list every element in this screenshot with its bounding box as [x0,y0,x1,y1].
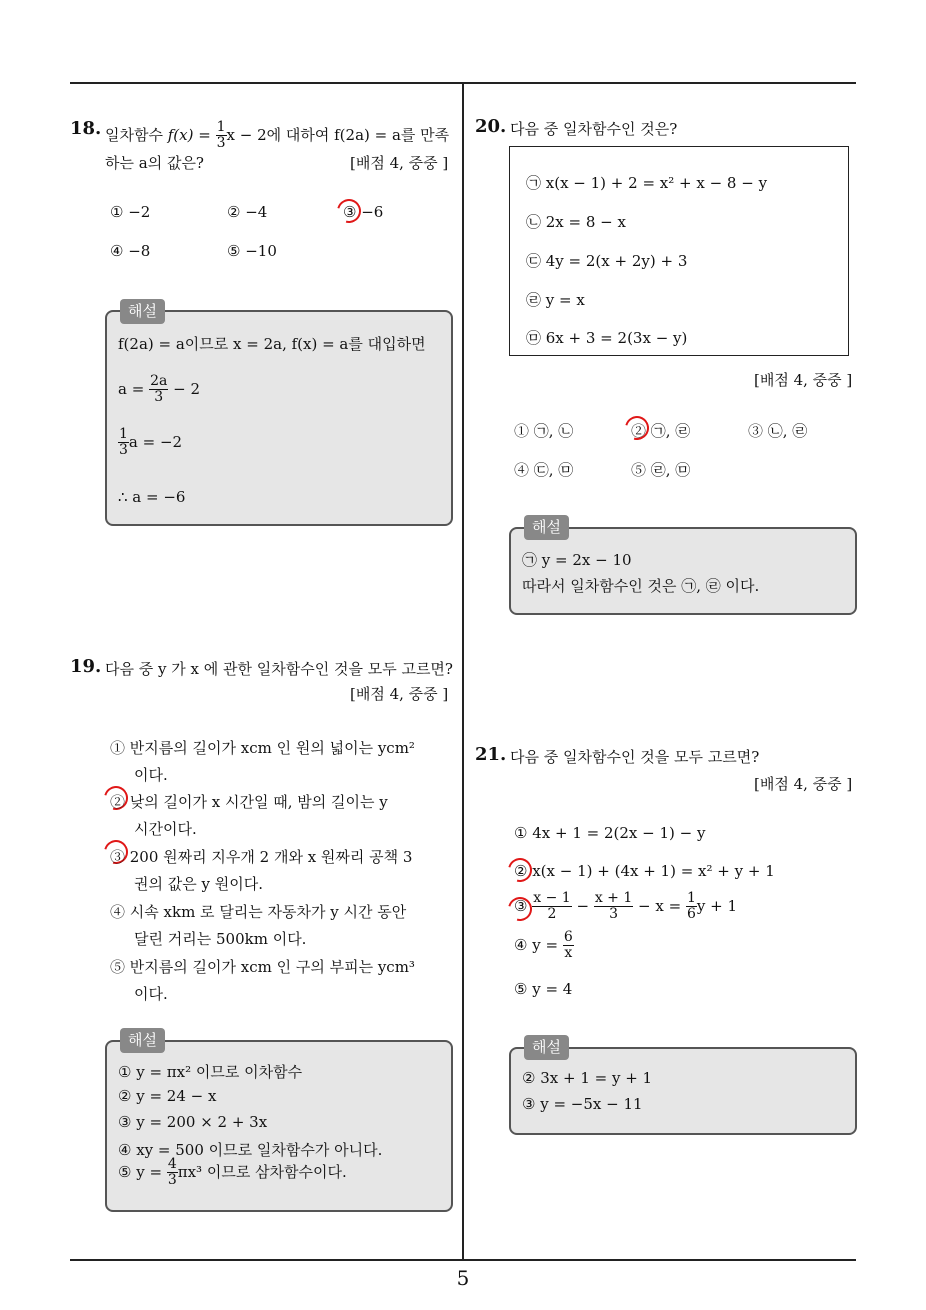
q20-item-1: ㉠ x(x − 1) + 2 = x² + x − 8 − y [526,174,768,192]
q18-option-1[interactable]: ① −2 [110,203,151,221]
q20-number: 20. [475,116,507,137]
q21-option-5[interactable]: ⑤ y = 4 [514,980,573,998]
q21-number: 21. [475,744,507,765]
q20-option-1[interactable]: ① ㉠, ㉡ [514,422,574,440]
q18-sol-line2: a = $\frac{2a}{3}$ − 2 [118,373,200,406]
q19-sol-line4: ④ xy = 500 이므로 일차함수가 아니다. [118,1141,383,1159]
page-number: 5 [456,1266,470,1290]
q20-option-2[interactable]: ② ㉠, ㉣ [631,422,691,440]
q18-option-4[interactable]: ④ −8 [110,242,151,260]
answer-mark-circle [333,195,366,228]
q21-solution-box [509,1047,857,1135]
q18-option-5[interactable]: ⑤ −10 [227,242,277,260]
q19-sol-line1: ① y = πx² 이므로 이차함수 [118,1063,303,1081]
q21-sol-line2: ③ y = −5x − 11 [522,1095,643,1113]
q20-item-2: ㉡ 2x = 8 − x [526,213,626,231]
q18-fraction: $\frac{1}{3}$ [216,119,226,152]
q18-score: [배점 4, 중중 ] [350,154,449,172]
q18-number: 18. [70,118,102,139]
q18-solution-tag: 해설 [120,299,165,324]
q19-sol-line3: ③ y = 200 × 2 + 3x [118,1113,268,1131]
q18-option-2[interactable]: ② −4 [227,203,268,221]
q20-item-5: ㉤ 6x + 3 = 2(3x − y) [526,329,688,347]
q20-option-5[interactable]: ⑤ ㉣, ㉤ [631,461,691,479]
q19-text: 다음 중 y 가 x 에 관한 일차함수인 것을 모두 고르면? [105,660,453,678]
q19-number: 19. [70,656,102,677]
q18-text-line1 [105,120,449,152]
q20-text: 다음 중 일차함수인 것은? [510,120,678,138]
q18-option-3[interactable]: ③ −6 [343,203,384,221]
q20-solution-box [509,527,857,615]
q21-solution-tag: 해설 [524,1035,569,1060]
q18-fx: f(x) = [167,125,211,144]
q19-option-4[interactable]: ④ 시속 xkm 로 달리는 자동차가 y 시간 동안 달린 거리는 500km 이다. [110,903,407,948]
q21-sol-line1: ② 3x + 1 = y + 1 [522,1069,653,1087]
q18-text-line2: 하는 a의 값은? [105,154,204,172]
q21-text: 다음 중 일차함수인 것을 모두 고르면? [510,748,760,766]
q20-solution-tag: 해설 [524,515,569,540]
q20-option-4[interactable]: ④ ㉢, ㉤ [514,461,574,479]
q21-score: [배점 4, 중중 ] [754,775,853,793]
q19-solution-tag: 해설 [120,1028,165,1053]
q18-text-a: 일차함수 [105,125,163,144]
q18-sol-line3: $\frac{1}{3}$ a = −2 [119,426,183,459]
q20-score: [배점 4, 중중 ] [754,371,853,389]
bottom-rule [70,1259,856,1261]
q20-option-3[interactable]: ③ ㉡, ㉣ [748,422,808,440]
q20-sol-line2: 따라서 일차함수인 것은 ㉠, ㉣ 이다. [522,577,760,595]
q18-sol-line4: ∴ a = −6 [118,488,186,506]
q18-text-rest: x − 2에 대하여 f(2a) = a를 만족 [226,125,450,144]
q19-option-2[interactable]: ② 낮의 길이가 x 시간일 때, 밤의 길이는 y 시간이다. [110,793,388,838]
q21-option-2[interactable]: ② x(x − 1) + (4x + 1) = x² + y + 1 [514,862,775,880]
q21-option-4[interactable]: ④ y = $\frac{6}{x}$ [514,929,573,962]
q20-item-4: ㉣ y = x [526,291,585,309]
column-divider [462,83,464,1260]
q19-option-3[interactable]: ③ 200 원짜리 지우개 2 개와 x 원짜리 공책 3 권의 값은 y 원이다. [110,848,413,893]
q21-option-1[interactable]: ① 4x + 1 = 2(2x − 1) − y [514,824,706,842]
q19-score: [배점 4, 중중 ] [350,685,449,703]
q19-option-1[interactable]: ① 반지름의 길이가 xcm 인 원의 넓이는 ycm² 이다. [110,739,415,784]
q19-option-5[interactable]: ⑤ 반지름의 길이가 xcm 인 구의 부피는 ycm³ 이다. [110,958,415,1003]
q19-sol-line2: ② y = 24 − x [118,1087,217,1105]
q18-sol-line1: f(2a) = a이므로 x = 2a, f(x) = a를 대입하면 [118,335,426,353]
q21-option-3[interactable]: ③ $\frac{x - 1}{2}$ − $\frac{x + 1}{3}$ − x = $\frac{1}{6}$ y + 1 [514,890,737,923]
q20-sol-line1: ㉠ y = 2x − 10 [522,551,632,569]
q20-item-3: ㉢ 4y = 2(x + 2y) + 3 [526,252,688,270]
q19-sol-line5: ⑤ y = $\frac{4}{3}$ πx³ 이므로 삼차함수이다. [118,1156,347,1189]
